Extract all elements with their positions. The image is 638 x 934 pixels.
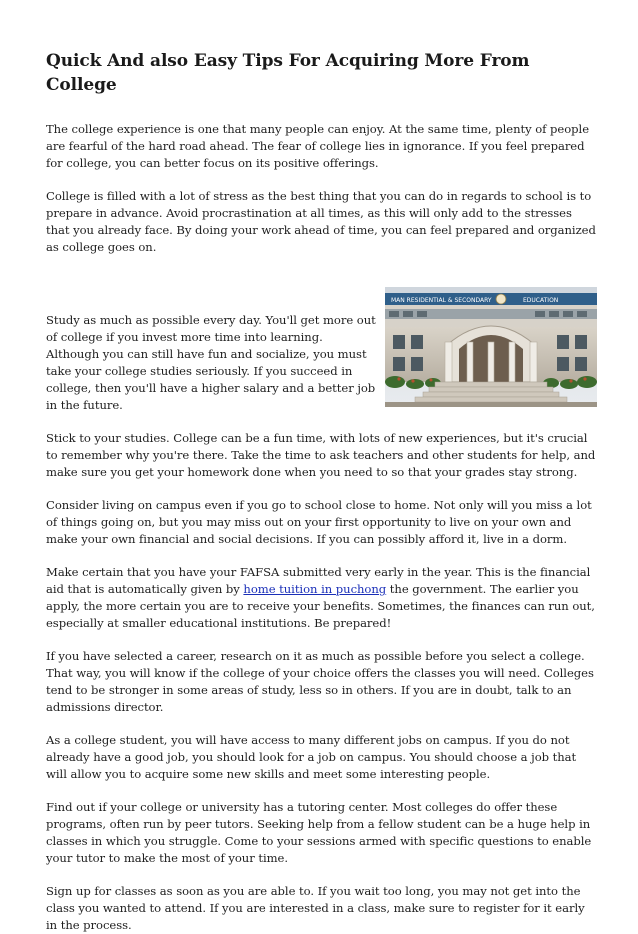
paragraph-fafsa bbox=[46, 564, 598, 632]
sign-left-text: MAN RESIDENTIAL & SECONDARY bbox=[391, 297, 492, 304]
paragraph-stick-to-studies: Stick to your studies. College can be a fun time, with lots of new experiences, but it's crucial to remember why you're there. Take the time to ask teachers and other students for help, and make sure you get your homework done when you need to so that your grades stay strong. bbox=[46, 431, 596, 479]
school-building-photo bbox=[385, 287, 597, 407]
document-title: Quick And also Easy Tips For Acquiring More From College bbox=[46, 51, 530, 95]
paragraph-stress: College is filled with a lot of stress as the best thing that you can do in regards to school is to prepare in advance. Avoid procrastination at all times, as this will only add to the stresses that you already face. By doing your work ahead of time, you can feel prepared and organized as college goes on. bbox=[46, 189, 596, 254]
paragraph-sign-up-early: Sign up for classes as soon as you are able to. If you wait too long, you may not get into the class you wanted to attend. If you are interested in a class, make sure to register for it early in the process. bbox=[46, 884, 585, 932]
paragraph-campus-jobs: As a college student, you will have access to many different jobs on campus. If you do not already have a good job, you should look for a job on campus. You should choose a job that will allow you to acquire some new skills and meet some interesting people. bbox=[46, 733, 577, 781]
paragraph-study: Study as much as possible every day. You'll get more out of college if you invest more time into learning. Although you can still have fun and socialize, you must take your college studies seriously. If you succeed in college, then you'll have a higher salary and a better job in the future. bbox=[46, 313, 376, 412]
fafsa-text-before: Make certain that you have your FAFSA submitted very early in the year. This is the financial aid that is automatically given by bbox=[46, 565, 591, 596]
figure-section bbox=[46, 287, 598, 481]
fafsa-text-after: the government. The earlier you apply, the more certain you are to receive your benefits. Sometimes, the finances can run out, especially at smaller educational institutions. Be prepared! bbox=[46, 582, 595, 630]
home-tuition-link[interactable]: home tuition in puchong bbox=[243, 582, 387, 596]
paragraph-career-research: If you have selected a career, research on it as much as possible before you select a college. That way, you will know if the college of your choice offers the classes you will need. Colleges tend to be stronger in some areas of study, less so in others. If you are in doubt, talk to an admissions director. bbox=[46, 649, 594, 714]
paragraph-intro: The college experience is one that many people can enjoy. At the same time, plenty of people are fearful of the hard road ahead. The fear of college lies in ignorance. If you feel prepared for college, you can better focus on its positive offerings. bbox=[46, 122, 590, 170]
paragraph-tutoring: Find out if your college or university has a tutoring center. Most colleges do offer these programs, often run by peer tutors. Seeking help from a fellow student can be a huge help in classes in which you struggle. Come to your sessions armed with specific questions to enable your tutor to make the most of your time. bbox=[46, 800, 592, 865]
sign-right-text: EDUCATION bbox=[523, 297, 559, 304]
paragraph-living-on-campus: Consider living on campus even if you go to school close to home. Not only will you miss a lot of things going on, but you may miss out on your first opportunity to live on your own and make your own financial and social decisions. If you can possibly afford it, live in a dorm. bbox=[46, 498, 592, 546]
